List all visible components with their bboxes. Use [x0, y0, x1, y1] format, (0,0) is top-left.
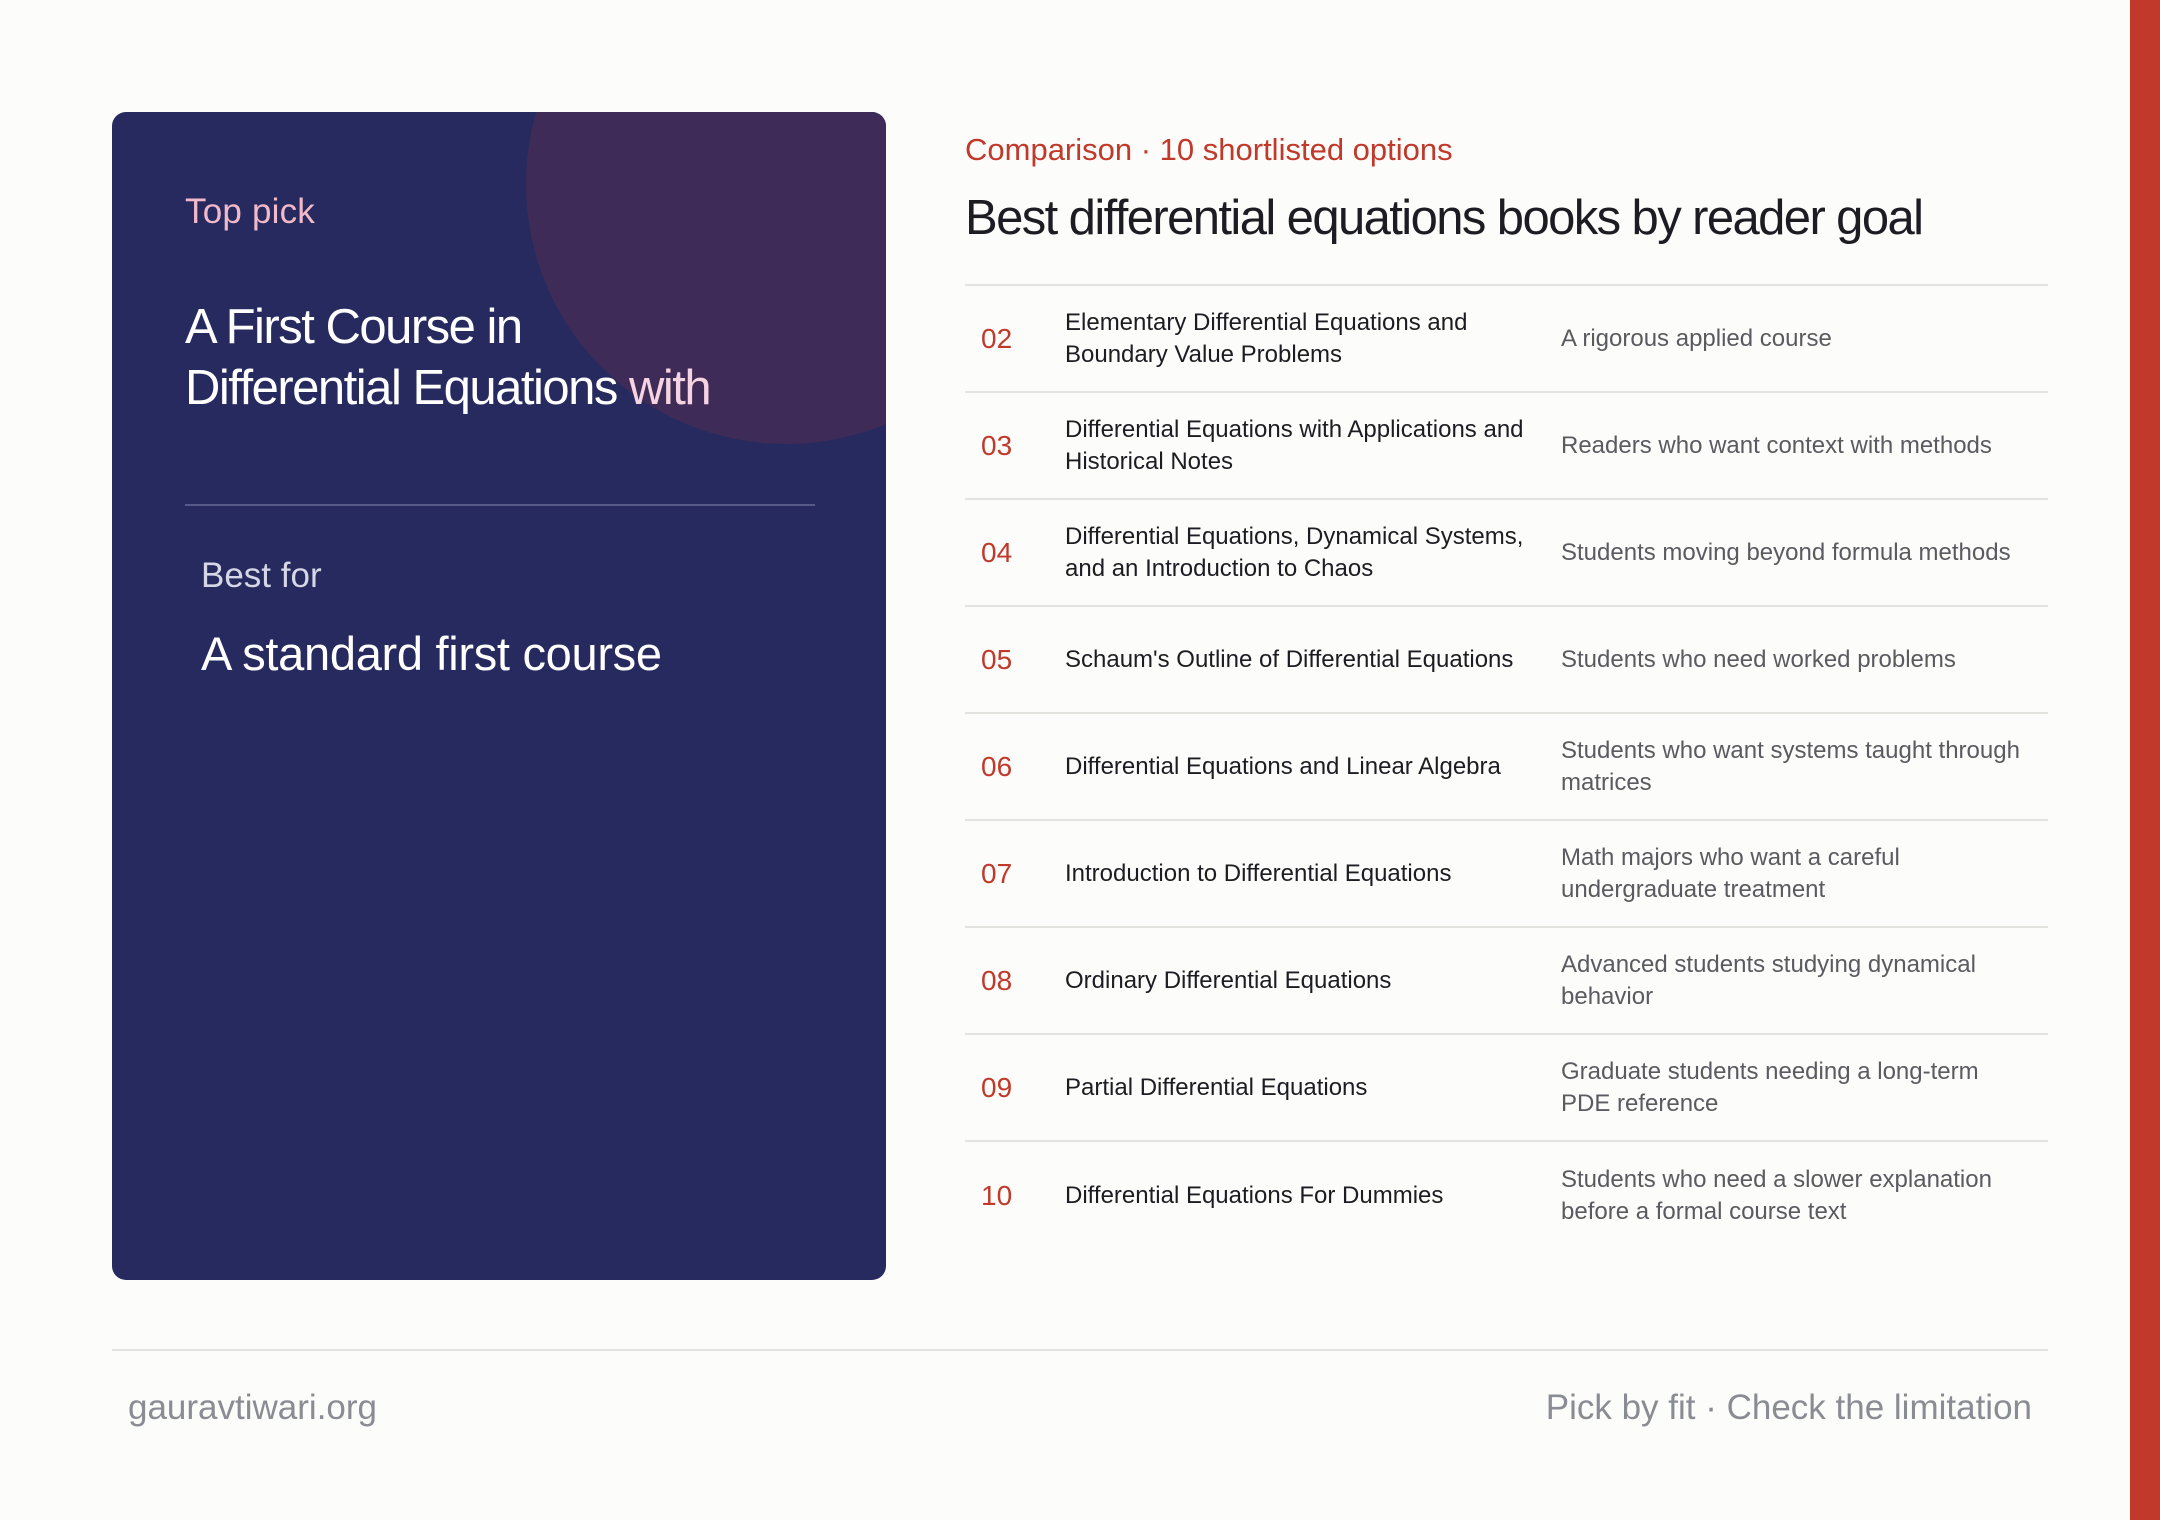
row-best-for: A rigorous applied course: [1561, 324, 1832, 352]
row-best-for: Readers who want context with methods: [1561, 431, 1992, 459]
row-rank: 08: [981, 964, 1013, 996]
row-book-title: Differential Equations For Dummies: [1065, 1181, 1444, 1209]
row-book-title: Elementary Differential Equations and Boundary Value Problems: [1065, 308, 1468, 368]
comparison-eyebrow: Comparison · 10 shortlisted options: [965, 132, 1453, 167]
row-rank: 09: [981, 1071, 1013, 1103]
row-book-title: Differential Equations with Applications and Historical Notes: [1065, 415, 1524, 475]
row-rank: 06: [981, 750, 1013, 782]
best-for-label: Best for: [201, 556, 322, 595]
row-best-for: Students who need a slower explanation before a formal course text: [1561, 1165, 1992, 1225]
table-row: [965, 1035, 2048, 1142]
top-pick-eyebrow: Top pick: [185, 192, 315, 231]
table-row: [965, 714, 2048, 821]
row-book-title: Introduction to Differential Equations: [1065, 859, 1452, 887]
row-book-title: Ordinary Differential Equations: [1065, 966, 1392, 994]
footer-site: gauravtiwari.org: [128, 1388, 377, 1427]
table-row: [965, 821, 2048, 928]
table-row: [965, 1142, 2048, 1249]
best-for-value: A standard first course: [201, 627, 662, 680]
row-rank: 03: [981, 429, 1013, 461]
footer-tagline: Pick by fit · Check the limitation: [1545, 1388, 2032, 1427]
table-row: [965, 607, 2048, 714]
row-book-title: Schaum's Outline of Differential Equations: [1065, 645, 1514, 673]
row-rank: 02: [981, 322, 1013, 354]
top-pick-title-line2-end: with: [629, 361, 711, 415]
row-book-title: Differential Equations and Linear Algebra: [1065, 752, 1501, 780]
row-best-for: Students who want systems taught through matrices: [1561, 736, 2020, 796]
top-pick-title: [185, 297, 845, 419]
accent-bar: [2130, 0, 2160, 1520]
table-row: [965, 928, 2048, 1035]
row-rank: 10: [981, 1179, 1013, 1211]
footer-divider: [112, 1349, 2048, 1351]
top-pick-card: [112, 112, 886, 1280]
row-book-title: Partial Differential Equations: [1065, 1073, 1368, 1101]
row-best-for: Math majors who want a careful undergraduate treatment: [1561, 843, 1900, 903]
top-pick-title-line2-wrap: [185, 358, 845, 419]
row-rank: 07: [981, 857, 1013, 889]
row-rank: 05: [981, 643, 1013, 675]
page-title: Best differential equations books by reader goal: [965, 191, 1923, 245]
row-best-for: Advanced students studying dynamical behavior: [1561, 950, 1976, 1010]
card-divider: [185, 504, 815, 506]
top-pick-title-line1: A First Course in: [185, 300, 522, 354]
comparison-table: [965, 284, 2048, 1249]
row-best-for: Students moving beyond formula methods: [1561, 538, 2011, 566]
table-row: [965, 393, 2048, 500]
row-best-for: Students who need worked problems: [1561, 645, 1956, 673]
row-best-for: Graduate students needing a long-term PDE reference: [1561, 1057, 1979, 1117]
top-pick-title-line2: Differential Equations: [185, 361, 617, 415]
table-row: [965, 500, 2048, 607]
table-row: [965, 286, 2048, 393]
row-book-title: Differential Equations, Dynamical Systems, and an Introduction to Chaos: [1065, 522, 1524, 582]
row-rank: 04: [981, 536, 1013, 568]
